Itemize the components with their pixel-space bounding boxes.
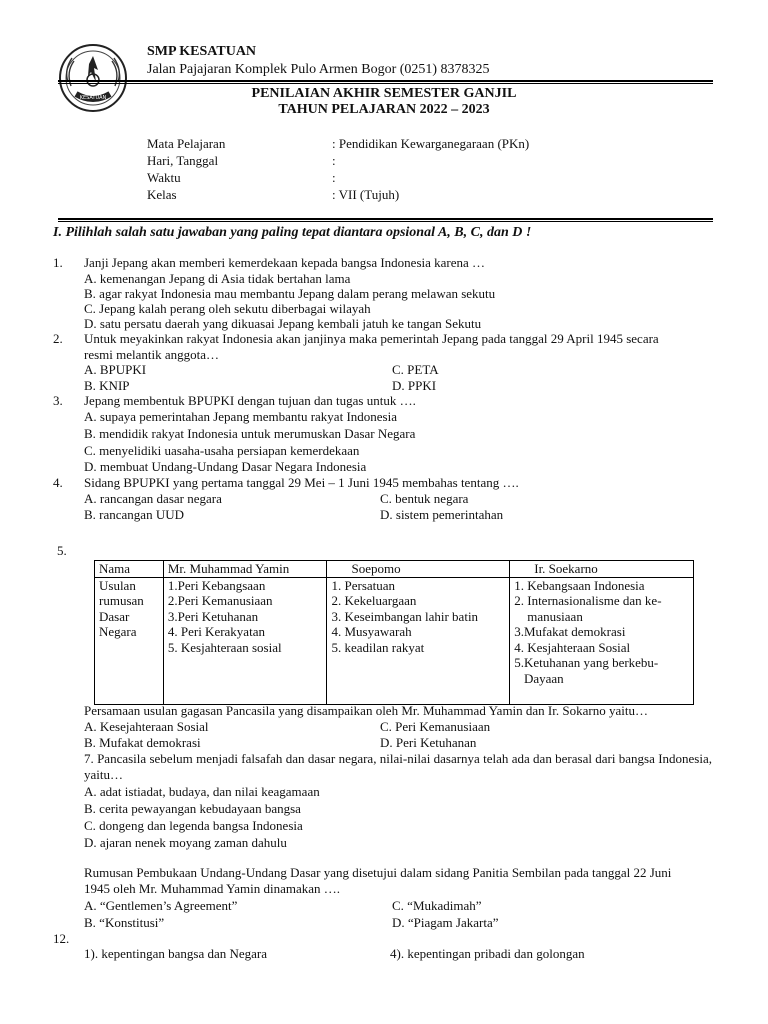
- yamin-item: 1.Peri Kebangsaan: [167, 577, 266, 593]
- q1-option-d: D. satu persatu daerah yang dikuasai Jepang kembali jatuh ke tangan Sekutu: [84, 316, 482, 331]
- q8-text-line1: Rumusan Pembukaan Undang-Undang Dasar yang disetujui dalam sidang Panitia Sembilan pada tanggal 22 Juni: [84, 865, 672, 880]
- row-label-line: rumusan: [99, 593, 144, 608]
- info-value-time: :: [332, 170, 336, 185]
- soekarno-item: 3.Mufakat demokrasi: [514, 624, 626, 639]
- soekarno-item: Dayaan: [514, 670, 564, 686]
- header-divider: [58, 80, 713, 82]
- soekarno-item: 4. Kesjahteraan Sosial: [514, 639, 631, 655]
- q1-text: Janji Jepang akan memberi kemerdekaan kepada bangsa Indonesia karena …: [84, 255, 486, 270]
- q8-text-line2: 1945 oleh Mr. Muhammad Yamin dinamakan ….: [84, 881, 341, 896]
- soepomo-item: 2. Kekeluargaan: [331, 593, 417, 608]
- q3-option-a: A. supaya pemerintahan Jepang membantu rakyat Indonesia: [84, 409, 397, 424]
- soekarno-item: 2. Internasionalisme dan ke-: [514, 593, 662, 608]
- q4-option-b: B. rancangan UUD: [84, 507, 184, 522]
- q4-option-d: D. sistem pemerintahan: [380, 507, 504, 522]
- q2-option-d: D. PPKI: [392, 378, 437, 393]
- soepomo-cell: [327, 577, 510, 704]
- row-label-line: Usulan: [99, 577, 136, 593]
- info-value-subject: : Pendidikan Kewarganegaraan (PKn): [332, 136, 530, 151]
- soepomo-item: 5. keadilan rakyat: [331, 639, 425, 655]
- yamin-item: 4. Peri Kerakyatan: [167, 624, 265, 639]
- yamin-item: 2.Peri Kemanusiaan: [167, 593, 273, 608]
- q12-item-1: 1). kepentingan bangsa dan Negara: [84, 946, 268, 961]
- q4-option-c: C. bentuk negara: [380, 491, 469, 506]
- soekarno-cell: [510, 577, 694, 704]
- q12-number: 12.: [53, 931, 70, 946]
- yamin-cell: [163, 577, 327, 704]
- info-label-class: Kelas: [147, 187, 177, 202]
- school-name: SMP KESATUAN: [147, 44, 257, 59]
- q4-number: 4.: [53, 475, 63, 490]
- info-divider-thin: [58, 221, 713, 222]
- soepomo-item: 1. Persatuan: [331, 577, 396, 593]
- info-label-date: Hari, Tanggal: [147, 153, 219, 168]
- q12-item-4: 4). kepentingan pribadi dan golongan: [390, 946, 585, 961]
- q7-option-d: D. ajaran nenek moyang zaman dahulu: [84, 835, 287, 850]
- q7-option-b: B. cerita pewayangan kebudayaan bangsa: [84, 801, 301, 816]
- logo-text: KESATUAN: [79, 95, 107, 101]
- q8-option-c: C. “Mukadimah”: [392, 898, 482, 913]
- q3-option-c: C. menyelidiki uasaha-usaha persiapan kemerdekaan: [84, 443, 360, 458]
- academic-year: TAHUN PELAJARAN 2022 – 2023: [278, 102, 490, 117]
- row-label-line: Dasar: [99, 608, 130, 624]
- q1-number: 1.: [53, 255, 63, 270]
- q8-option-a: A. “Gentlemen’s Agreement”: [84, 898, 238, 913]
- pancasila-proposals-table: [94, 560, 694, 705]
- q5-option-b: B. Mufakat demokrasi: [84, 735, 201, 750]
- q3-text: Jepang membentuk BPUPKI dengan tujuan dan tugas untuk ….: [84, 393, 416, 408]
- q8-option-d: D. “Piagam Jakarta”: [392, 915, 499, 930]
- table-row: [95, 577, 694, 704]
- table-header-yamin: Mr. Muhammad Yamin: [163, 561, 327, 578]
- q5-number: 5.: [57, 543, 67, 558]
- soepomo-item: 4. Musyawarah: [331, 624, 412, 639]
- q2-text-line1: Untuk meyakinkan rakyat Indonesia akan janjinya maka pemerintah Jepang pada tanggal 29 April 1945 secara: [84, 331, 659, 346]
- soekarno-item: 1. Kebangsaan Indonesia: [514, 577, 645, 593]
- soepomo-item: 3. Keseimbangan lahir batin: [331, 608, 479, 624]
- q1-option-a: A. kemenangan Jepang di Asia tidak bertahan lama: [84, 271, 351, 286]
- row-label-cell: [95, 577, 164, 704]
- info-divider: [58, 218, 713, 220]
- q3-number: 3.: [53, 393, 63, 408]
- info-label-time: Waktu: [147, 170, 181, 185]
- q3-option-d: D. membuat Undang-Undang Dasar Negara Indonesia: [84, 459, 367, 474]
- exam-title: PENILAIAN AKHIR SEMESTER GANJIL: [251, 86, 517, 101]
- q2-option-c: C. PETA: [392, 362, 439, 377]
- q5-option-c: C. Peri Kemanusiaan: [380, 719, 491, 734]
- q4-option-a: A. rancangan dasar negara: [84, 491, 222, 506]
- q7-option-c: C. dongeng dan legenda bangsa Indonesia: [84, 818, 303, 833]
- q2-option-b: B. KNIP: [84, 378, 130, 393]
- table-header-soekarno: Ir. Soekarno: [510, 561, 694, 578]
- header-divider-thin: [58, 83, 713, 84]
- q5-option-d: D. Peri Ketuhanan: [380, 735, 477, 750]
- q5-option-a: A. Kesejahteraan Sosial: [84, 719, 209, 734]
- q4-text: Sidang BPUPKI yang pertama tanggal 29 Mei – 1 Juni 1945 membahas tentang ….: [84, 475, 519, 490]
- table-header-soepomo: Soepomo: [327, 561, 510, 578]
- q3-option-b: B. mendidik rakyat Indonesia untuk merumuskan Dasar Negara: [84, 426, 416, 441]
- row-label-line: Negara: [99, 624, 137, 639]
- q2-option-a: A. BPUPKI: [84, 362, 147, 377]
- q8-option-b: B. “Konstitusi”: [84, 915, 165, 930]
- yamin-item: 5. Kesjahteraan sosial: [167, 639, 282, 655]
- info-value-date: :: [332, 153, 336, 168]
- q1-option-b: B. agar rakyat Indonesia mau membantu Jepang dalam perang melawan sekutu: [84, 286, 496, 301]
- q2-text-line2: resmi melantik anggota…: [84, 347, 220, 362]
- q5-question: Persamaan usulan gagasan Pancasila yang disampaikan oleh Mr. Muhammad Yamin dan Ir. Sokarno yaitu…: [84, 703, 648, 718]
- info-value-class: : VII (Tujuh): [332, 187, 400, 202]
- soekarno-item: manusiaan: [514, 608, 583, 624]
- yamin-item: 3.Peri Ketuhanan: [167, 608, 259, 624]
- school-address: Jalan Pajajaran Komplek Pulo Armen Bogor (0251) 8378325: [147, 62, 490, 77]
- section-instruction: I. Pilihlah salah satu jawaban yang paling tepat diantara opsional A, B, C, dan D !: [53, 225, 532, 240]
- soekarno-item: 5.Ketuhanan yang berkebu-: [514, 655, 659, 670]
- q7-text: 7. Pancasila sebelum menjadi falsafah dan dasar negara, nilai-nilai dasarnya telah ada dan berasal dari bangsa Indonesia, yaitu…: [84, 751, 712, 782]
- table-header-row: [95, 561, 694, 578]
- q1-option-c: C. Jepang kalah perang oleh sekutu diberbagai wilayah: [84, 301, 371, 316]
- q2-number: 2.: [53, 331, 63, 346]
- q7-option-a: A. adat istiadat, budaya, dan nilai keagamaan: [84, 784, 320, 799]
- table-header-nama: Nama: [95, 561, 164, 578]
- info-label-subject: Mata Pelajaran: [147, 136, 226, 151]
